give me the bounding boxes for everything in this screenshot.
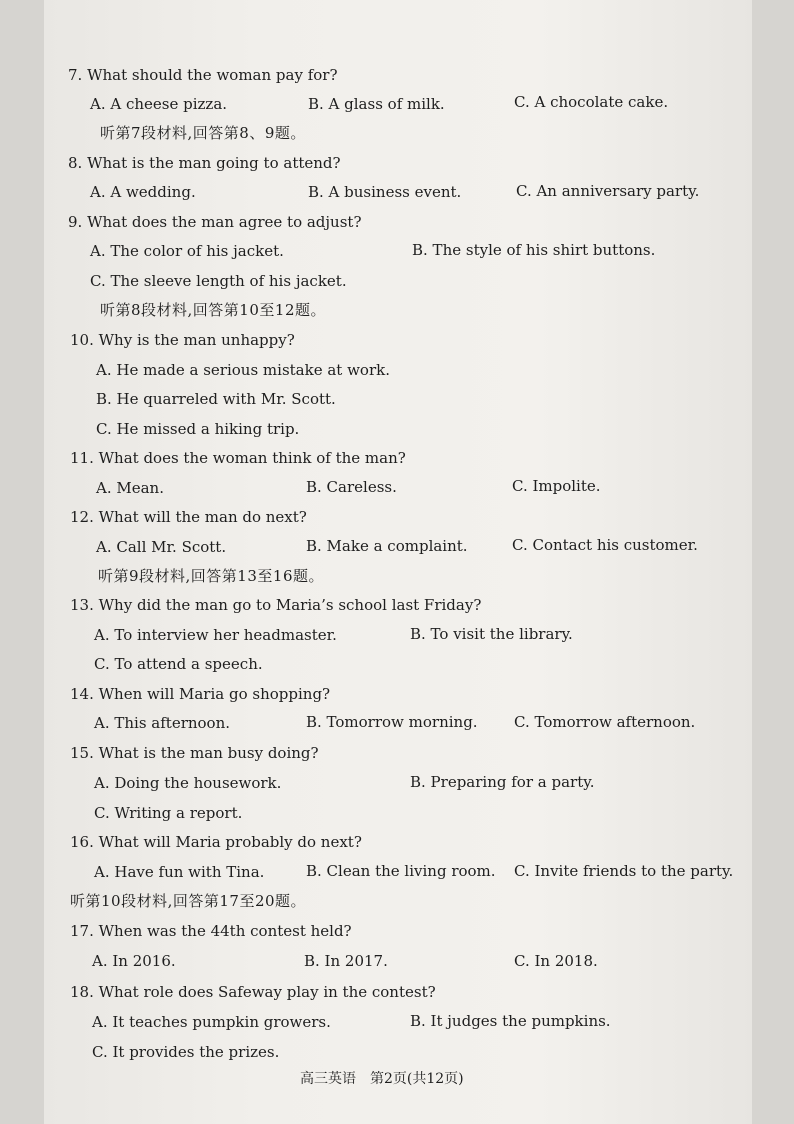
question-stem: 14. When will Maria go shopping?: [70, 685, 331, 703]
option-c: C. Invite friends to the party.: [514, 862, 734, 880]
option-a: A. Doing the housework.: [94, 774, 282, 792]
option-c: C. He missed a hiking trip.: [96, 420, 300, 438]
option-c: C. Writing a report.: [94, 804, 243, 822]
question-stem: 12. What will the man do next?: [70, 508, 307, 526]
question-stem: 16. What will Maria probably do next?: [70, 833, 362, 851]
option-b: B. It judges the pumpkins.: [410, 1012, 611, 1030]
question-stem: 17. When was the 44th contest held?: [70, 922, 352, 940]
question-stem: 7. What should the woman pay for?: [68, 66, 338, 84]
option-c: C. It provides the prizes.: [92, 1043, 280, 1061]
option-b: B. In 2017.: [304, 952, 388, 970]
option-c: C. The sleeve length of his jacket.: [90, 272, 347, 290]
option-a: A. This afternoon.: [94, 714, 231, 732]
option-b: B. The style of his shirt buttons.: [412, 241, 656, 259]
section-header: 听第8段材料,回答第10至12题。: [100, 301, 326, 319]
option-c: C. An anniversary party.: [516, 182, 700, 200]
option-a: A. Have fun with Tina.: [94, 863, 265, 881]
option-c: C. A chocolate cake.: [514, 93, 669, 111]
option-b: B. Tomorrow morning.: [306, 713, 478, 731]
question-stem: 11. What does the woman think of the man?: [70, 449, 406, 467]
question-stem: 13. Why did the man go to Maria’s school last Friday?: [70, 596, 482, 614]
question-stem: 8. What is the man going to attend?: [68, 154, 341, 172]
option-a: A. The color of his jacket.: [90, 242, 284, 260]
option-a: A. Call Mr. Scott.: [96, 538, 227, 556]
option-a: A. A cheese pizza.: [90, 95, 228, 113]
option-b: B. He quarreled with Mr. Scott.: [96, 390, 336, 408]
option-a: A. He made a serious mistake at work.: [96, 361, 390, 379]
option-a: A. In 2016.: [92, 952, 176, 970]
option-a: A. Mean.: [96, 479, 164, 497]
section-header: 听第10段材料,回答第17至20题。: [70, 892, 307, 910]
section-header: 听第7段材料,回答第8、9题。: [100, 124, 306, 142]
option-c: C. In 2018.: [514, 952, 598, 970]
option-c: C. To attend a speech.: [94, 655, 263, 673]
question-stem: 9. What does the man agree to adjust?: [68, 213, 362, 231]
option-a: A. To interview her headmaster.: [94, 626, 337, 644]
page-footer: 高三英语 第2页(共12页): [300, 1071, 464, 1087]
question-stem: 10. Why is the man unhappy?: [70, 331, 295, 349]
option-c: C. Impolite.: [512, 477, 601, 495]
option-a: A. It teaches pumpkin growers.: [92, 1013, 331, 1031]
option-c: C. Tomorrow afternoon.: [514, 713, 696, 731]
option-b: B. Clean the living room.: [306, 862, 496, 880]
option-b: B. Careless.: [306, 478, 397, 496]
question-stem: 18. What role does Safeway play in the contest?: [70, 983, 436, 1001]
exam-page: [44, 0, 752, 1124]
option-b: B. A business event.: [308, 183, 462, 201]
option-c: C. Contact his customer.: [512, 536, 698, 554]
option-b: B. To visit the library.: [410, 625, 573, 643]
option-b: B. Preparing for a party.: [410, 773, 595, 791]
section-header: 听第9段材料,回答第13至16题。: [98, 567, 324, 585]
option-b: B. A glass of milk.: [308, 95, 445, 113]
option-b: B. Make a complaint.: [306, 537, 468, 555]
option-a: A. A wedding.: [90, 183, 196, 201]
question-stem: 15. What is the man busy doing?: [70, 744, 319, 762]
